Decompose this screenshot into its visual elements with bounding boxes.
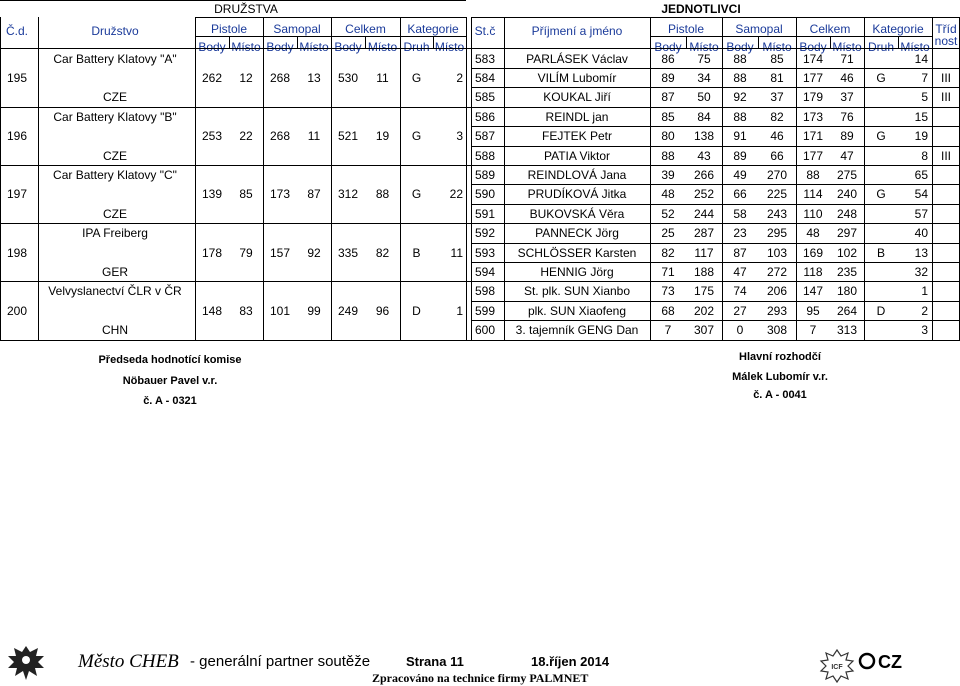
ind-row-name: BUKOVSKÁ Věra	[529, 206, 625, 221]
ind-group-kind: B	[876, 245, 885, 260]
cheb-eagle-emblem-icon	[4, 640, 48, 684]
team-row-name: Velvyslanectví ČLR v ČR	[48, 284, 182, 299]
grid-line	[471, 320, 960, 321]
ind-row-name: VILÍM Lubomír	[537, 70, 617, 85]
team-row-country: CHN	[102, 323, 128, 338]
icf-logo-text: ICF	[831, 664, 843, 671]
grid-line	[471, 262, 960, 263]
ind-row-total-points: 95	[806, 303, 820, 318]
ind-row-num: 598	[474, 284, 496, 299]
grid-line	[758, 36, 759, 48]
ind-row-pistol-place: 252	[693, 187, 715, 202]
ind-row-num: 599	[474, 303, 496, 318]
grid-line	[195, 36, 466, 37]
ind-row-name: REINDL jan	[545, 109, 609, 124]
team-row-pistol-points: 139	[201, 187, 223, 202]
ind-row-total-points: 114	[803, 187, 823, 202]
ind-row-category-place: 7	[921, 70, 928, 85]
teams-header-points: Body	[334, 40, 362, 54]
ind-row-pistol-place: 138	[693, 129, 715, 144]
footer-date: 18.říjen 2014	[531, 654, 610, 669]
ind-row-pistol-place: 287	[693, 226, 715, 241]
grid-line	[0, 281, 960, 282]
ind-row-pistol-place: 244	[693, 206, 715, 221]
ind-row-rifle-place: 293	[766, 303, 788, 318]
team-row-pistol-place: 22	[239, 129, 253, 144]
ind-row-num: 584	[474, 70, 496, 85]
team-row-rifle-points: 173	[269, 187, 291, 202]
ind-row-category-place: 2	[921, 303, 928, 318]
ind-row-num: 585	[474, 90, 496, 105]
left-signature-name: Nöbauer Pavel v.r.	[122, 375, 218, 387]
team-row-total-points: 249	[337, 303, 359, 318]
team-row-num: 198	[6, 245, 28, 260]
ind-row-rifle-points: 91	[733, 129, 747, 144]
team-row-num: 196	[6, 129, 28, 144]
ind-row-num: 592	[474, 226, 496, 241]
team-row-rifle-place: 92	[307, 245, 321, 260]
grid-line	[0, 107, 960, 108]
grid-line	[331, 17, 332, 340]
ind-row-num: 586	[474, 109, 496, 124]
ind-row-total-points: 179	[802, 90, 824, 105]
ind-row-pistol-points: 87	[661, 90, 675, 105]
teams-header-points: Body	[266, 40, 294, 54]
ind-row-num: 600	[474, 323, 496, 338]
ind-row-num: 593	[474, 245, 496, 260]
teams-header-num: Č.d.	[5, 24, 28, 38]
ind-row-total-place: 248	[836, 206, 858, 221]
ind-header-place: Místo	[832, 40, 862, 54]
ind-row-total-place: 71	[840, 51, 854, 66]
ind-row-total-points: 7	[809, 323, 817, 338]
ind-row-category-place: 40	[914, 226, 928, 241]
ind-row-category-place: 65	[914, 167, 928, 182]
grid-line	[898, 36, 899, 48]
ind-row-rifle-place: 82	[770, 109, 784, 124]
ind-row-total-place: 240	[836, 187, 858, 202]
ind-row-category-place: 19	[914, 129, 928, 144]
ind-row-total-place: 76	[840, 109, 854, 124]
teams-header-pistol: Pistole	[210, 22, 248, 36]
team-row-total-place: 11	[376, 70, 389, 85]
team-row-pistol-points: 262	[201, 70, 223, 85]
teams-header-category: Kategorie	[407, 22, 459, 36]
ind-row-num: 588	[474, 148, 496, 163]
ind-row-total-points: 173	[802, 109, 824, 124]
team-row-pistol-points: 178	[201, 245, 223, 260]
grid-line	[864, 17, 865, 340]
grid-line	[471, 204, 960, 205]
grid-line	[400, 17, 401, 340]
ind-row-pistol-place: 175	[693, 284, 715, 299]
ind-row-rifle-place: 243	[766, 206, 788, 221]
ind-header-points: Body	[654, 40, 682, 54]
team-row-kind: D	[412, 303, 421, 318]
right-signature-id: č. A - 0041	[753, 389, 807, 401]
ind-row-total-points: 110	[803, 206, 823, 221]
teams-header-place: Místo	[367, 40, 398, 54]
ind-row-rifle-points: 88	[733, 51, 747, 66]
ind-row-total-points: 171	[802, 129, 824, 144]
ind-row-name: PARLÁSEK Václav	[526, 51, 628, 66]
teams-header-place: Místo	[231, 40, 261, 54]
right-signature-title: Hlavní rozhodčí	[739, 351, 821, 363]
ind-row-rifle-place: 270	[766, 167, 788, 182]
ind-row-rifle-points: 66	[733, 187, 747, 202]
teams-header-rifle: Samopal	[273, 22, 321, 36]
ind-row-total-place: 275	[836, 167, 858, 182]
ind-header-total: Celkem	[809, 22, 851, 36]
ind-group-kind: D	[876, 303, 886, 318]
ind-row-pistol-points: 68	[661, 303, 675, 318]
team-row-country: CZE	[103, 90, 127, 105]
team-row-kind-place: 22	[449, 187, 463, 202]
grid-line	[466, 17, 467, 340]
ind-row-pistol-points: 82	[661, 245, 675, 260]
ind-header-rifle: Samopal	[735, 22, 783, 36]
ind-row-rifle-place: 206	[766, 284, 788, 299]
ind-row-total-points: 177	[802, 148, 824, 163]
grid-line	[830, 36, 831, 48]
ind-row-name: plk. SUN Xiaofeng	[527, 303, 627, 318]
ind-row-rifle-place: 295	[766, 226, 788, 241]
grid-line	[0, 48, 960, 49]
team-row-total-points: 312	[337, 187, 359, 202]
ind-row-category-place: 5	[921, 90, 928, 105]
ind-row-total-points: 174	[802, 51, 824, 66]
footer-city: Město CHEB	[78, 651, 179, 672]
ind-group-kind: G	[876, 70, 886, 85]
team-row-country: CZE	[103, 148, 127, 163]
team-row-pistol-points: 253	[201, 129, 223, 144]
ind-header-class-bottom: nost	[934, 34, 958, 48]
ind-row-rifle-place: 37	[770, 90, 784, 105]
team-row-pistol-place: 85	[239, 187, 253, 202]
teams-header-name: Družstvo	[91, 24, 139, 38]
team-row-pistol-place: 12	[239, 70, 253, 85]
ind-row-total-place: 264	[836, 303, 858, 318]
ind-row-total-points: 48	[806, 226, 820, 241]
team-row-kind-place: 11	[450, 245, 463, 260]
team-row-pistol-points: 148	[201, 303, 223, 318]
grid-line	[686, 36, 687, 48]
grid-line	[229, 36, 230, 48]
grid-line	[796, 17, 797, 340]
ind-row-pistol-points: 85	[661, 109, 675, 124]
ind-header-place: Místo	[900, 40, 930, 54]
team-row-kind: B	[412, 245, 421, 260]
ind-header-category: Kategorie	[872, 22, 924, 36]
ind-row-pistol-place: 117	[694, 245, 714, 260]
team-row-num: 200	[6, 303, 28, 318]
ind-row-rifle-points: 87	[733, 245, 747, 260]
left-signature-title: Předseda hodnotící komise	[98, 354, 242, 366]
ind-row-rifle-points: 27	[733, 303, 747, 318]
ind-header-kind: Druh	[867, 40, 894, 54]
ind-row-pistol-place: 307	[693, 323, 715, 338]
ind-row-pistol-place: 84	[697, 109, 711, 124]
grid-line	[195, 17, 196, 340]
grid-line	[365, 36, 366, 48]
team-row-rifle-place: 99	[307, 303, 321, 318]
ind-row-rifle-points: 88	[733, 109, 747, 124]
ind-row-rifle-points: 74	[733, 284, 747, 299]
ind-row-name: HENNIG Jörg	[540, 264, 614, 279]
ind-header-points: Body	[799, 40, 827, 54]
ind-row-total-place: 47	[840, 148, 854, 163]
footer-page: Strana 11	[406, 654, 464, 669]
ind-row-total-place: 46	[840, 70, 854, 85]
ind-row-num: 590	[474, 187, 496, 202]
ind-row-class: III	[940, 70, 951, 85]
ind-row-name: FEJTEK Petr	[541, 129, 612, 144]
right-signature-name: Málek Lubomír v.r.	[732, 371, 828, 383]
team-row-name: Car Battery Klatovy "B"	[53, 109, 177, 124]
team-row-kind: G	[411, 70, 422, 85]
grid-line	[932, 17, 933, 340]
ind-row-total-place: 235	[836, 264, 858, 279]
ind-row-total-points: 169	[802, 245, 824, 260]
grid-line	[297, 36, 298, 48]
ind-header-place: Místo	[762, 40, 792, 54]
ind-row-category-place: 54	[914, 187, 928, 202]
icf-logo-icon	[818, 648, 856, 684]
grid-line	[0, 0, 466, 1]
grid-line	[504, 17, 505, 340]
ind-row-pistol-points: 7	[664, 323, 672, 338]
ind-row-total-points: 147	[802, 284, 824, 299]
ind-row-name: PATIA Viktor	[543, 148, 611, 163]
ind-row-rifle-points: 92	[733, 90, 747, 105]
ind-row-num: 583	[474, 51, 496, 66]
footer-processed: Zpracováno na technice firmy PALMNET	[372, 671, 589, 685]
team-row-num: 195	[6, 70, 28, 85]
ind-row-total-place: 180	[836, 284, 858, 299]
teams-header-place: Místo	[299, 40, 329, 54]
ind-row-num: 587	[474, 129, 496, 144]
ind-row-pistol-place: 202	[693, 303, 715, 318]
ind-row-pistol-place: 188	[693, 264, 715, 279]
ind-row-class: III	[940, 148, 951, 163]
teams-header-kind: Druh	[403, 40, 430, 54]
ind-row-name: St. plk. SUN Xianbo	[523, 284, 631, 299]
ind-row-rifle-place: 46	[770, 129, 784, 144]
grid-line	[471, 17, 472, 340]
grid-line	[471, 87, 960, 88]
team-row-name: IPA Freiberg	[82, 226, 148, 241]
team-row-rifle-points: 268	[269, 70, 291, 85]
grid-line	[650, 17, 651, 340]
ind-row-total-place: 102	[836, 245, 858, 260]
left-signature-id: č. A - 0321	[143, 395, 197, 407]
team-row-total-place: 19	[375, 129, 390, 144]
ind-row-total-place: 37	[840, 90, 854, 105]
ind-header-place: Místo	[689, 40, 719, 54]
ind-row-rifle-place: 272	[766, 264, 788, 279]
ind-row-total-points: 118	[803, 264, 823, 279]
team-row-country: CZE	[103, 206, 127, 221]
ind-header-class-top: Tříd	[935, 22, 957, 36]
ind-row-name: 3. tajemník GENG Dan	[515, 323, 639, 338]
team-row-pistol-place: 79	[239, 245, 253, 260]
ind-group-kind: G	[876, 187, 886, 202]
ind-row-rifle-points: 49	[733, 167, 747, 182]
grid-line	[471, 126, 960, 127]
ind-row-pistol-points: 52	[661, 206, 675, 221]
grid-line	[0, 17, 1, 340]
team-row-rifle-place: 11	[307, 129, 321, 144]
ind-row-pistol-points: 86	[661, 51, 675, 66]
team-row-rifle-points: 268	[269, 129, 291, 144]
grid-line	[433, 36, 434, 48]
ind-row-name: PRUDÍKOVÁ Jitka	[527, 187, 627, 202]
ind-row-total-place: 89	[840, 129, 854, 144]
ind-row-rifle-points: 0	[736, 323, 744, 338]
ind-row-category-place: 32	[914, 264, 928, 279]
team-row-pistol-place: 83	[239, 303, 253, 318]
team-row-total-points: 335	[337, 245, 359, 260]
ind-row-class: III	[940, 90, 951, 105]
ind-row-pistol-points: 39	[661, 167, 675, 182]
cz-logo-circle-icon	[858, 652, 876, 670]
ind-row-rifle-points: 47	[733, 264, 747, 279]
ind-row-rifle-points: 89	[733, 148, 747, 163]
team-row-kind-place: 3	[456, 129, 463, 144]
grid-line	[0, 223, 960, 224]
ind-row-category-place: 8	[921, 148, 928, 163]
teams-header-place: Místo	[434, 40, 465, 54]
ind-row-rifle-place: 103	[766, 245, 788, 260]
grid-line	[471, 243, 960, 244]
teams-header-total: Celkem	[345, 22, 386, 36]
ind-row-category-place: 13	[914, 245, 928, 260]
ind-row-total-place: 313	[836, 323, 858, 338]
grid-line	[471, 184, 960, 185]
team-row-rifle-points: 101	[269, 303, 291, 318]
grid-line	[650, 36, 932, 37]
team-row-kind: G	[411, 187, 422, 202]
ind-row-total-place: 297	[836, 226, 858, 241]
team-row-rifle-place: 87	[307, 187, 321, 202]
cz-logo-text: CZ	[878, 652, 902, 672]
team-row-num: 197	[6, 187, 28, 202]
grid-line	[471, 17, 960, 18]
ind-row-rifle-place: 66	[770, 148, 784, 163]
ind-row-pistol-points: 73	[661, 284, 675, 299]
ind-row-rifle-place: 225	[766, 187, 788, 202]
ind-row-name: REINDLOVÁ Jana	[527, 167, 627, 182]
ind-row-rifle-place: 308	[766, 323, 788, 338]
ind-row-pistol-place: 266	[693, 167, 715, 182]
ind-row-category-place: 14	[914, 51, 928, 66]
ind-row-pistol-points: 80	[661, 129, 675, 144]
teams-section-title: DRUŽSTVA	[214, 2, 278, 16]
grid-line	[38, 17, 39, 340]
ind-row-pistol-points: 48	[661, 187, 675, 202]
grid-line	[722, 17, 723, 340]
ind-row-name: KOUKAL Jiří	[543, 90, 611, 105]
ind-row-rifle-points: 88	[733, 70, 747, 85]
ind-header-points: Body	[726, 40, 754, 54]
ind-row-rifle-points: 23	[733, 226, 747, 241]
grid-line	[471, 301, 960, 302]
ind-header-pistol: Pistole	[667, 22, 705, 36]
ind-row-pistol-place: 50	[697, 90, 711, 105]
individuals-section-title: JEDNOTLIVCI	[661, 2, 741, 16]
team-row-kind-place: 2	[456, 70, 463, 85]
ind-header-name: Příjmení a jméno	[531, 24, 623, 38]
ind-row-pistol-place: 34	[697, 70, 711, 85]
ind-row-name: SCHLÖSSER Karsten	[517, 245, 637, 260]
team-row-rifle-points: 157	[269, 245, 291, 260]
ind-row-rifle-place: 85	[770, 51, 784, 66]
ind-row-name: PANNECK Jörg	[535, 226, 619, 241]
ind-row-num: 589	[474, 167, 496, 182]
grid-line	[0, 340, 960, 341]
grid-line	[0, 165, 960, 166]
team-row-kind: G	[411, 129, 422, 144]
footer-partner: - generální partner soutěže	[190, 653, 371, 670]
ind-header-num: St.č	[474, 24, 496, 38]
team-row-country: GER	[101, 264, 128, 279]
team-row-name: Car Battery Klatovy "C"	[53, 167, 177, 182]
ind-row-category-place: 57	[914, 206, 928, 221]
team-row-kind-place: 1	[456, 303, 463, 318]
team-row-total-place: 88	[375, 187, 390, 202]
ind-row-num: 591	[474, 206, 496, 221]
grid-line	[471, 68, 960, 69]
ind-row-category-place: 1	[921, 284, 928, 299]
grid-line	[263, 17, 264, 340]
team-row-name: Car Battery Klatovy "A"	[53, 51, 177, 66]
ind-row-rifle-points: 58	[733, 206, 747, 221]
team-row-total-points: 521	[337, 129, 359, 144]
team-row-total-points: 530	[337, 70, 359, 85]
ind-row-total-points: 88	[806, 167, 820, 182]
teams-header-points: Body	[198, 40, 226, 54]
team-row-total-place: 96	[375, 303, 390, 318]
ind-row-pistol-place: 43	[697, 148, 711, 163]
ind-row-rifle-place: 81	[770, 70, 784, 85]
ind-row-pistol-points: 71	[661, 264, 675, 279]
grid-line	[471, 146, 960, 147]
team-row-rifle-place: 13	[307, 70, 321, 85]
ind-row-category-place: 3	[921, 323, 928, 338]
ind-row-total-points: 177	[802, 70, 824, 85]
ind-row-pistol-place: 75	[697, 51, 711, 66]
ind-row-category-place: 15	[914, 109, 928, 124]
ind-group-kind: G	[876, 129, 886, 144]
ind-row-pistol-points: 89	[661, 70, 675, 85]
ind-row-pistol-points: 25	[661, 226, 675, 241]
team-row-total-place: 82	[375, 245, 390, 260]
ind-row-pistol-points: 88	[661, 148, 675, 163]
ind-row-num: 594	[474, 264, 496, 279]
